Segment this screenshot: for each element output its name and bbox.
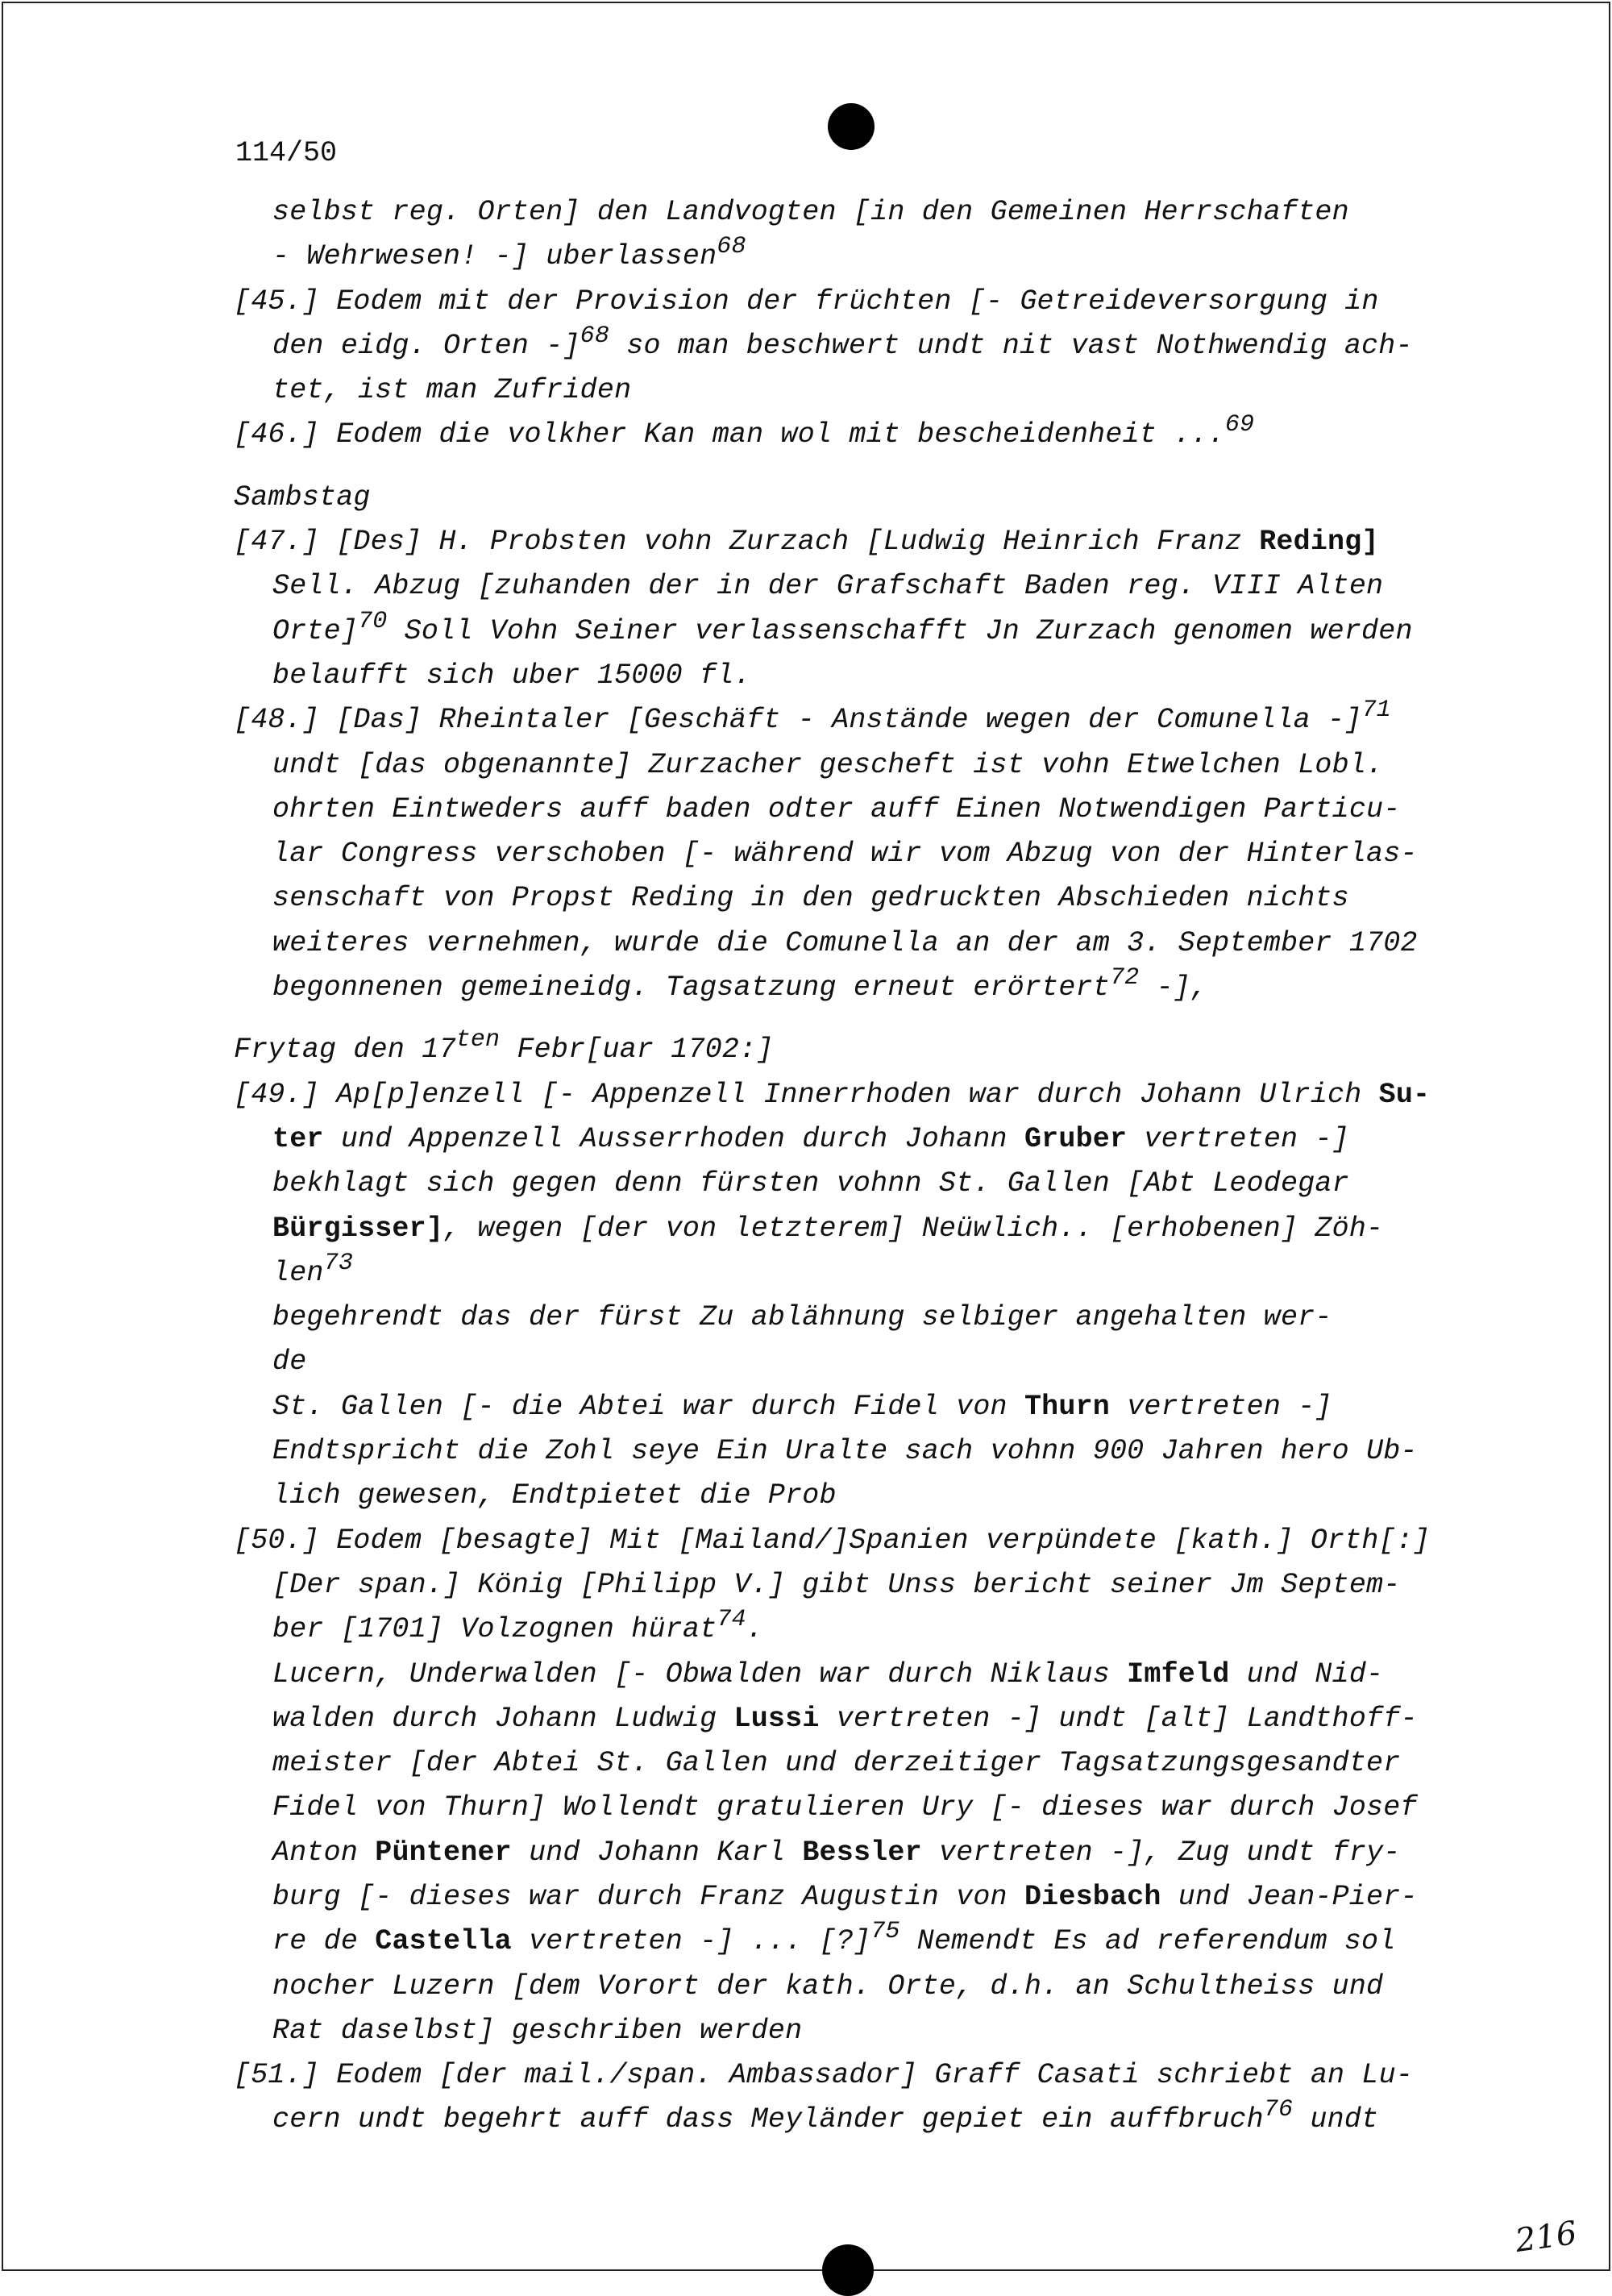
footnote-ref: 68 bbox=[717, 233, 746, 261]
handwritten-signature: 216 bbox=[1513, 2214, 1580, 2261]
text-line: tet, ist man Zufriden bbox=[272, 374, 632, 407]
punch-hole-top bbox=[828, 103, 875, 150]
text-line: [50.] Eodem [besagte] Mit [Mailand/]Spanien verpündete [kath.] Orth[:] bbox=[234, 1524, 1431, 1557]
text-line: de bbox=[272, 1346, 307, 1379]
page-number: 114/50 bbox=[235, 137, 338, 169]
text-line: burg [- dieses war durch Franz Augustin von Diesbach und Jean-Pier- bbox=[272, 1880, 1418, 1913]
text-line: [46.] Eodem die volkher Kan man wol mit bescheidenheit ...$^{69}$ bbox=[234, 411, 1255, 451]
text-line: Fidel von Thurn] Wollendt gratulieren Ury [- dieses war durch Josef bbox=[272, 1791, 1418, 1824]
footnote-ref: 70 bbox=[358, 607, 388, 635]
section-heading: Sambstag bbox=[234, 480, 371, 514]
section-heading: Frytag den $17^{ten}$ Febr[uar 1702:] bbox=[234, 1026, 774, 1067]
text-line: meister [der Abtei St. Gallen und derzeitiger Tagsatzungsgesandter bbox=[272, 1747, 1401, 1780]
text-line: Bürgisser], wegen [der von letzterem] Neüwlich.. [erhobenen] Zöh- bbox=[272, 1212, 1384, 1245]
footnote-ref: 69 bbox=[1224, 411, 1255, 439]
text-line: Lucern, Underwalden [- Obwalden war durch Niklaus Imfeld und Nid- bbox=[272, 1658, 1384, 1691]
text-line: Sell. Abzug [zuhanden der in der Grafschaft Baden reg. VIII Alten bbox=[272, 570, 1384, 603]
text-line: lich gewesen, Endtpietet die Prob bbox=[272, 1479, 837, 1512]
text-line: weiteres vernehmen, wurde die Comunella an der am 3. September 1702 bbox=[272, 926, 1418, 959]
text-line: belaufft sich uber 15000 fl. bbox=[272, 659, 751, 692]
text-line: Rat daselbst] geschriben werden bbox=[272, 2014, 803, 2047]
text-line: den eidg. Orten -]$^{68}$ so man beschwert undt nit vast Nothwendig ach- bbox=[272, 322, 1413, 362]
footnote-ref: 68 bbox=[580, 322, 610, 350]
text-line: [Der span.] König [Philipp V.] gibt Unss bericht seiner Jm Septem- bbox=[272, 1568, 1401, 1601]
text-line: [49.] Ap[p]enzell [- Appenzell Innerrhoden war durch Johann Ulrich Su- bbox=[234, 1078, 1431, 1111]
text-line: walden durch Johann Ludwig Lussi vertreten -] undt [alt] Landthoff- bbox=[272, 1702, 1418, 1735]
text-line: ber [1701] Volzognen hürat$^{74}$. bbox=[272, 1606, 763, 1646]
text-line: - Wehrwesen! -] uberlassen$^{68}$ bbox=[272, 233, 746, 273]
text-line: begonnenen gemeineidg. Tagsatzung erneut erörtert$^{72}$ -], bbox=[272, 964, 1208, 1004]
text-line: Orte]$^{70}$ Soll Vohn Seiner verlassenschafft Jn Zurzach genomen werden bbox=[272, 607, 1413, 647]
text-line: ohrten Eintweders auff baden odter auff Einen Notwendigen Particu- bbox=[272, 792, 1401, 826]
document-body bbox=[234, 190, 1491, 2143]
text-line: [51.] Eodem [der mail./span. Ambassador] Graff Casati schriebt an Lu- bbox=[234, 2059, 1414, 2092]
text-line: senschaft von Propst Reding in den gedruckten Abschieden nichts bbox=[272, 882, 1349, 915]
footnote-ref: 71 bbox=[1361, 697, 1391, 725]
text-line: [47.] [Des] H. Probsten vohn Zurzach [Ludwig Heinrich Franz Reding] bbox=[234, 526, 1379, 559]
footnote-ref: 72 bbox=[1109, 964, 1140, 992]
text-line: St. Gallen [- die Abtei war durch Fidel von Thurn vertreten -] bbox=[272, 1390, 1332, 1423]
text-line: undt [das obgenannte] Zurzacher gescheft ist vohn Etwelchen Lobl. bbox=[272, 748, 1384, 781]
text-line: [45.] Eodem mit der Provision der früchten [- Getreideversorgung in bbox=[234, 285, 1379, 318]
footnote-ref: 74 bbox=[717, 1606, 746, 1634]
text-line: Anton Püntener und Johann Karl Bessler vertreten -], Zug undt fry- bbox=[272, 1836, 1401, 1869]
text-line: begehrendt das der fürst Zu ablähnung selbiger angehalten wer- bbox=[272, 1301, 1332, 1334]
text-line: [48.] [Das] Rheintaler [Geschäft - Anstände wegen der Comunella -]$^{71}$ bbox=[234, 697, 1391, 737]
text-line: re de Castella vertreten -] ... [?]$^{75}$ Nemendt Es ad referendum sol bbox=[272, 1918, 1396, 1958]
text-line: cern undt begehrt auff dass Meyländer gepiet ein auffbruch$^{76}$ undt bbox=[272, 2096, 1379, 2136]
text-line: selbst reg. Orten] den Landvogten [in den Gemeinen Herrschaften bbox=[272, 196, 1349, 228]
text-line: nocher Luzern [dem Vorort der kath. Orte, d.h. an Schultheiss und bbox=[272, 1969, 1384, 2003]
text-line: Endtspricht die Zohl seye Ein Uralte sach vohnn 900 Jahren hero Ub- bbox=[272, 1435, 1418, 1468]
text-line: ter und Appenzell Ausserrhoden durch Johann Gruber vertreten -] bbox=[272, 1122, 1349, 1155]
text-line: lar Congress verschoben [- während wir vom Abzug von der Hinterlas- bbox=[272, 838, 1418, 871]
footnote-ref: 75 bbox=[870, 1918, 900, 1946]
text-line: len$^{73}$ bbox=[272, 1249, 354, 1289]
punch-hole-bottom bbox=[822, 2244, 874, 2296]
footnote-ref: 76 bbox=[1263, 2096, 1294, 2124]
text-line: bekhlagt sich gegen denn fürsten vohnn St. Gallen [Abt Leodegar bbox=[272, 1167, 1349, 1200]
footnote-ref: 73 bbox=[323, 1249, 354, 1277]
